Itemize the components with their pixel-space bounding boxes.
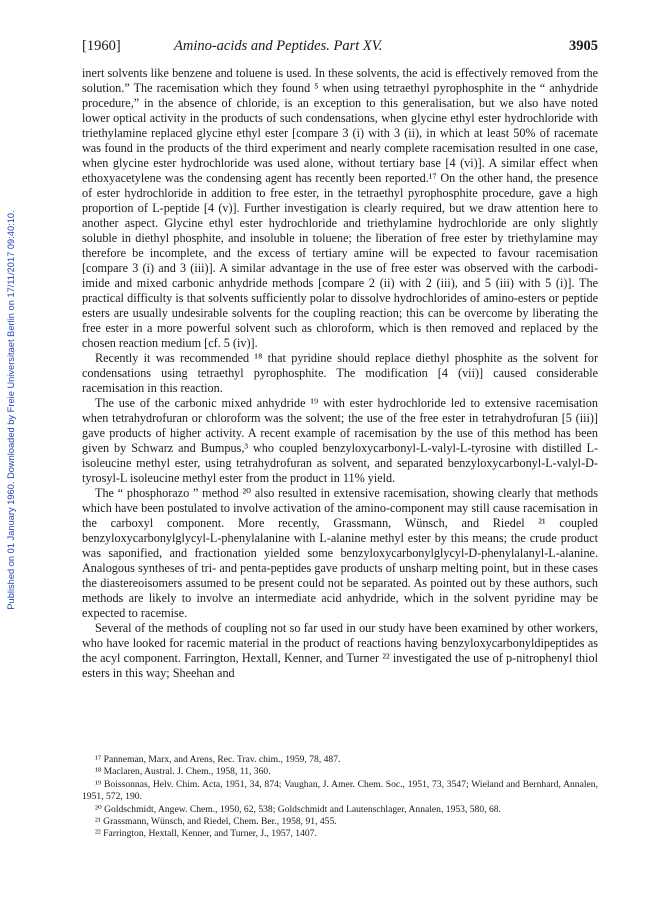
- footnote: ²⁰ Goldschmidt, Angew. Chem., 1950, 62, 538; Goldschmidt and Lautenschlager, Annalen, 1953, 580, 68.: [95, 803, 501, 815]
- header-year: [1960]: [82, 38, 121, 54]
- footnote: ¹⁹ Boissonnas, Helv. Chim. Acta, 1951, 34, 874; Vaughan, J. Amer. Chem. Soc., 1951, 73, 3547; Wieland and Bernhard, Annalen, 1951, 572, 190.: [82, 778, 598, 803]
- download-stamp-text[interactable]: Published on 01 January 1960. Downloaded by Freie Universitaet Berlin on 17/11/2017 09:40:10.: [6, 210, 16, 610]
- paragraph: The “ phosphorazo ” method ²⁰ also resulted in extensive racemisation, showing clearly that methods which have been postulated to involve activation of the amino-component may still cause racemisation in the carboxyl component. More recently, Grassmann, Wünsch, and Riedel ²¹ coupled benzyloxycarbonylglycyl-L-phenylalanine with L-alanine methyl ester by this means; the crude product was saponified, and fractionation yielded some benzyloxycarbonylglycyl-D-phenylalanyl-L-alanine. Analogous syntheses of tri- and penta-peptides gave products of unsharp melting point, but in these cases the diastereoisomers assumed to be present could not be separated. As pointed out by these authors, such methods are likely to involve an intermediate acid anhydride, which in the solvent pyridine may be expected to racemise.: [82, 486, 598, 620]
- paragraph: The use of the carbonic mixed anhydride ¹⁹ with ester hydrochloride led to extensive racemisation when tetrahydrofuran or chloroform was the solvent; the use of the free ester in tetrahydrofuran [5 (iii)] gave products of higher activity. A recent example of racemisation by the use of this method has been given by Schwarz and Bumpus,³ who coupled benzyloxycarbonyl-L-valyl-L-tyrosine with distilled L-isoleucine methyl ester, using tetrahydrofuran as solvent, and separated benzyloxycarbonyl-L-valyl-D-tyrosyl-L isoleucine methyl ester from the product in 11% yield.: [82, 396, 598, 485]
- paragraph: Recently it was recommended ¹⁸ that pyridine should replace diethyl phosphite as the solvent for condensations using tetraethyl pyrophosphite. The modification [4 (vii)] caused considerable racemisation in this reaction.: [82, 351, 598, 395]
- footnote: ²² Farrington, Hextall, Kenner, and Turner, J., 1957, 1407.: [95, 828, 317, 840]
- running-header: [82, 38, 598, 56]
- header-title: Amino-acids and Peptides. Part XV.: [174, 38, 383, 54]
- footnotes: [82, 754, 598, 841]
- paragraph: Several of the methods of coupling not so far used in our study have been examined by other workers, who have looked for racemic material in the product of reactions having benzyloxycarbonyldipeptides as the acyl component. Farrington, Hextall, Kenner, and Turner ²² investigated the use of p-nitrophenyl thiol esters in this way; Sheehan and: [82, 621, 598, 680]
- footnote: ²¹ Grassmann, Wünsch, and Riedel, Chem. Ber., 1958, 91, 455.: [95, 816, 337, 828]
- body-text: [82, 66, 598, 681]
- footnote: ¹⁷ Panneman, Marx, and Arens, Rec. Trav. chim., 1959, 78, 487.: [95, 754, 341, 765]
- download-stamp: [2, 100, 20, 720]
- page-number: 3905: [569, 38, 598, 54]
- paragraph: inert solvents like benzene and toluene is used. In these solvents, the acid is effectively removed from the solution.” The racemisation which they found ⁵ when using tetraethyl pyrophosphite in the “ anhydride procedure,” in the absence of chloride, is an exception to this generalisation, but we also have noted lower optical activity in the products of such condensations, when glycine ethyl ester hydrochloride with triethylamine replaced glycine ethyl ester [compare 3 (i) with 3 (ii), in which at least 50% of racemate was found in the products of the third experiment and nearly complete racemisation resulted in one case, when glycine ester hydrochloride was used alone, without tertiary base [4 (vi)]. A similar effect when ethoxyacetylene was the condensing agent has recently been reported.¹⁷ On the other hand, the presence of ester hydrochloride in addition to free ester, in the tetraethyl pyrophosphite procedure, gave a high proportion of L-peptide [4 (v)]. Further investigation is clearly required, but we draw attention here to another aspect. Glycine ethyl ester hydrochloride and triethylamine hydrochloride are only slightly soluble in diethyl phosphite, and insoluble in toluene; the liberation of free ester by triethylamine may therefore be incomplete, and the excess of tertiary amine will be expected to favour racemisation [compare 3 (i) and 3 (iii)]. A similar advantage in the use of free ester was observed with the carbodi-imide and mixed carbonic anhydride methods [compare 2 (ii) with 2 (iii), and 5 (iii) with 5 (i)]. The practical difficulty is that solvents sufficiently polar to dissolve hydrochlorides of amino-esters or peptide esters are usually undesirable solvents for the coupling reaction; this can be overcome by liberating the free ester in a more powerful solvent such as chloroform, which is then removed and replaced by the chosen reaction medium [cf. 5 (iv)].: [82, 66, 598, 350]
- footnote: ¹⁸ Maclaren, Austral. J. Chem., 1958, 11, 360.: [95, 766, 271, 778]
